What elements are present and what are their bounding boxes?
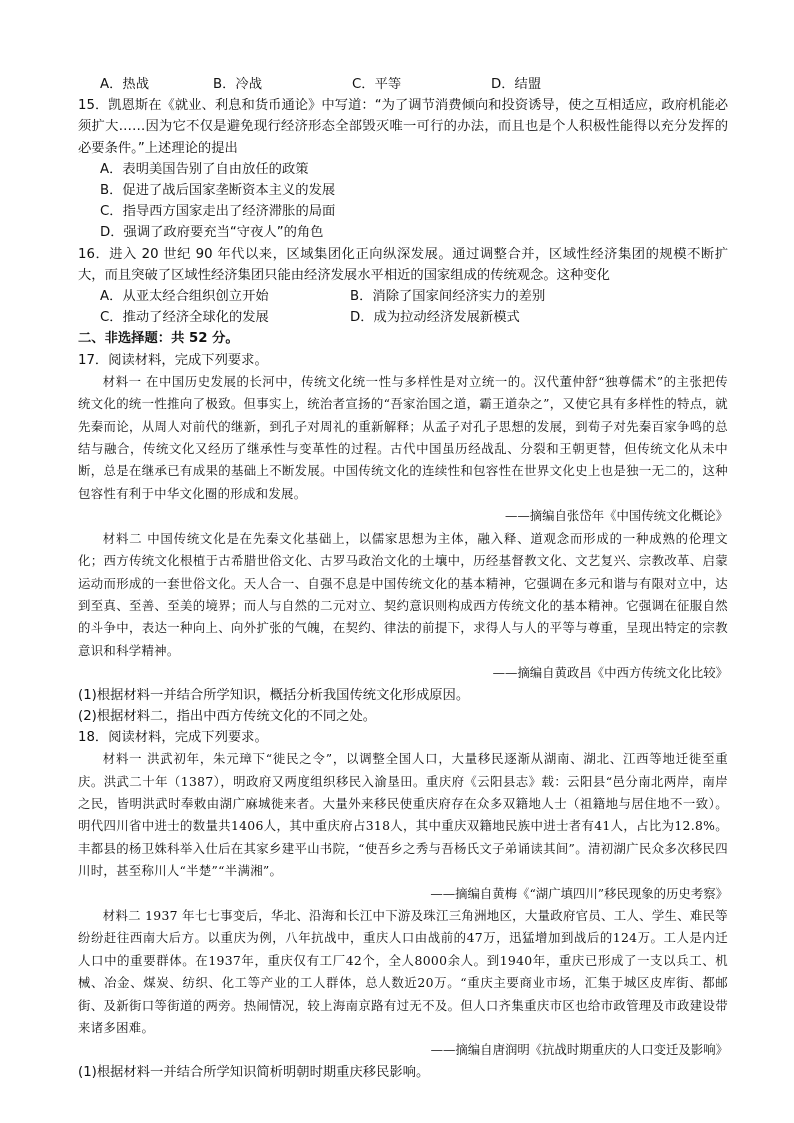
q17-material-2-source: ——摘编自黄政昌《中西方传统文化比较》 [492, 665, 728, 681]
q16-option-d[interactable]: D．成为拉动经济发展新模式 [350, 310, 520, 326]
q17-stem: 17．阅读材料，完成下列要求。 [78, 352, 268, 368]
q18-requirement-1: (1)根据材料一并结合所学知识简析明朝时期重庆移民影响。 [78, 1064, 430, 1080]
q14-options [78, 74, 728, 95]
q15-stem: 15．凯恩斯在《就业、利息和货币通论》中写道：“为了调节消费倾向和投资诱导，使之互相适应，政府机能必须扩大……因为它不仅是避免现行经济形态全部毁灭唯一可行的办法，而且也是个人积极性能得以充分发挥的必要条件。”上述理论的提出 [78, 98, 728, 156]
q14-option-c[interactable]: C．平等 [352, 77, 402, 92]
exam-page [78, 74, 728, 1083]
q18-material-2-source: ——摘编自唐润明《抗战时期重庆的人口变迁及影响》 [430, 1042, 728, 1058]
q16-option-a[interactable]: A．从亚太经合组织创立开始 [100, 289, 269, 305]
q17-requirement-1: (1)根据材料一并结合所学知识，概括分析我国传统文化形成原因。 [78, 687, 470, 703]
q16-option-b[interactable]: B．消除了国家间经济实力的差别 [350, 289, 546, 305]
q15-option-b[interactable]: B．促进了战后国家垄断资本主义的发展 [100, 183, 336, 199]
q15-option-d[interactable]: D．强调了政府要充当“守夜人”的角色 [100, 225, 324, 241]
q18-stem: 18．阅读材料，完成下列要求。 [78, 729, 268, 745]
q17-requirement-2: (2)根据材料二，指出中西方传统文化的不同之处。 [78, 708, 377, 724]
q15-option-a[interactable]: A．表明美国告别了自由放任的政策 [100, 161, 309, 177]
q17-material-2: 材料二 中国传统文化是在先秦文化基础上，以儒家思想为主体，融入释、道观念而形成的一种成熟的伦理文化；西方传统文化根植于古希腊世俗文化、古罗马政治文化的土壤中，历经基督教文化、文艺复兴、宗教改革、启蒙运动而形成的一套世俗文化。天人合一、自强不息是中国传统文化的基本精神，它强调在多元和谐与有限对立中，达到至真、至善、至美的境界；而人与自然的二元对立、契约意识则构成西方传统文化的基本精神。它强调在征服自然的斗争中，表达一种向上、向外扩张的气魄，在契约、律法的前提下，求得人与人的平等与尊重，呈现出特定的宗教意识和科学精神。 [78, 530, 728, 658]
q15-option-c[interactable]: C．指导西方国家走出了经济滞胀的局面 [100, 204, 336, 220]
q16-options-row1 [78, 286, 728, 307]
q16-option-c[interactable]: C．推动了经济全球化的发展 [100, 310, 269, 326]
section-heading: 二、非选择题：共 52 分。 [78, 331, 239, 347]
q14-option-a[interactable]: A．热战 [100, 77, 149, 92]
q18-material-2: 材料二 1937 年七七事变后，华北、沿海和长江中下游及珠江三角洲地区，大量政府官员、工人、学生、难民等纷纷赶往西南大后方。以重庆为例，八年抗战中，重庆人口由战前的47万，迅猛增加到战后的124万。工人是内迁人口中的重要群体。在1937年，重庆仅有工厂42个，全人8000余人。到1940年，重庆已形成了一支以兵工、机械、冶金、煤炭、纺织、化工等产业的工人群体，总人数近20万。“重庆主要商业市场，汇集于城区皮库街、都邮街、及新街口等街道的两旁。热闹情况，较上海南京路有过无不及。但人口齐集重庆市区也给市政管理及市政建设带来诸多困难。 [78, 907, 728, 1036]
q16-stem: 16．进入 20 世纪 90 年代以来，区域集团化正向纵深发展。通过调整合并，区域性经济集团的规模不断扩大，而且突破了区域性经济集团只能由经济发展水平相近的国家组成的传统观念。这种变化 [78, 246, 728, 283]
q14-option-d[interactable]: D．结盟 [491, 77, 542, 92]
q18-material-1-source: ——摘编自黄梅《“湖广填四川”移民现象的历史考察》 [430, 885, 728, 901]
q14-option-b[interactable]: B．冷战 [213, 77, 263, 92]
q17-material-1-source: ——摘编自张岱年《中国传统文化概论》 [504, 508, 728, 524]
q16-options-row2 [78, 307, 728, 328]
q17-material-1: 材料一 在中国历史发展的长河中，传统文化统一性与多样性是对立统一的。汉代董仲舒“独尊儒术”的主张把传统文化的统一性推向了极致。但事实上，统治者宣扬的“吾家治国之道，霸王道杂之”，又使它具有多样性的特点，就先秦而论，从周人对前代的继新，到孔子对周礼的重新解释；从孟子对孔子思想的发展，到荀子对先秦百家争鸣的总结与融合，传统文化又经历了继承性与变革性的过程。古代中国虽历经战乱、分裂和王朝更替，但传统文化从未中断，总是在继承已有成果的基础上不断发展。中国传统文化的连续性和包容性在世界文化史上也是独一无二的，这种包容性有利于中华文化圈的形成和发展。 [78, 373, 728, 501]
q18-material-1: 材料一 洪武初年，朱元璋下“徙民之令”，以调整全国人口，大量移民逐渐从湖南、湖北、江西等地迁徙至重庆。洪武二十年（1387），明政府又两度组织移民入渝垦田。重庆府《云阳县志》载：云阳县“邑分南北两岸，南岸之民，皆明洪武时奉敕由湖广麻城徙来者。大量外来移民使重庆府存在众多双籍地人士（祖籍地与居住地不一致）。明代四川省中进士的数量共1406人，其中重庆府占318人，其中重庆双籍地民族中进士者有41人，占比为12.8%。丰都县的杨卫姝科举入仕后在其家乡建平山书院，“使吾乡之秀与吾杨氏文子弟诵读其间”。清初湖广民众多次移民四川时，甚至称川人“半楚”“半满湘”。 [78, 751, 728, 879]
